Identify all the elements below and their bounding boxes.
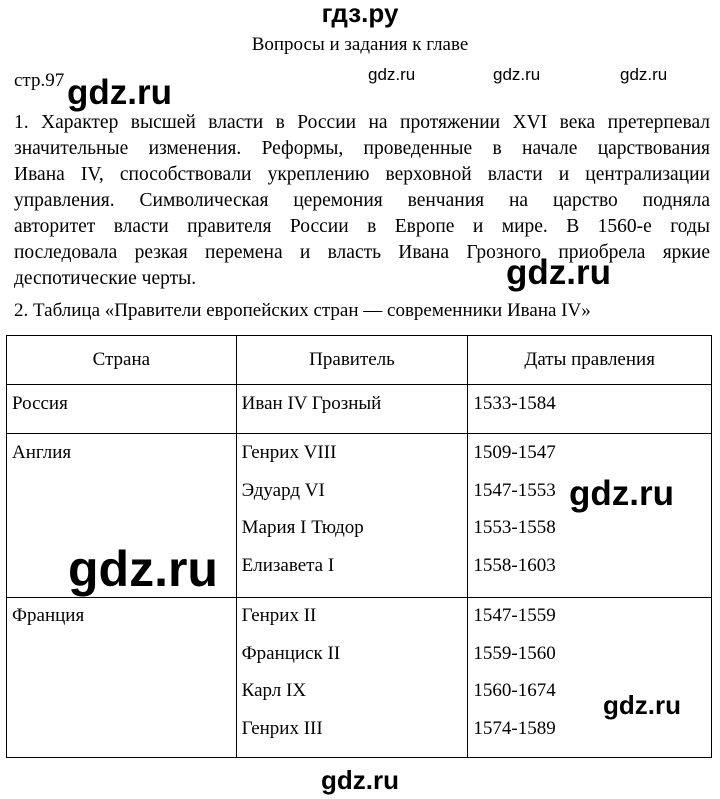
reign-dates: 1547-1553: [473, 479, 556, 501]
answer-1-line: 1. Характер высшей власти в России на протяжении XVI века претерпевал: [14, 112, 710, 133]
answer-1-line: авторитет власти правителя России в Европе и мире. В 1560-е годы: [14, 216, 710, 237]
ruler-name: Генрих III: [241, 717, 323, 739]
ruler-name: Франциск II: [241, 642, 341, 664]
ruler-cell: [236, 434, 468, 598]
site-header: гдз.ру: [321, 0, 399, 28]
country-name: Россия: [12, 393, 68, 414]
ruler-cell: [236, 385, 468, 434]
ruler-name: Генрих II: [241, 605, 317, 626]
answer-1-line: последовала резкая перемена и власть Ивана Грозного приобрела яркие: [14, 242, 710, 263]
answer-1-line: Ивана IV, способствовали укреплению верховной власти и централизации: [14, 164, 710, 185]
column-header-dates: Даты правления: [468, 336, 712, 385]
reign-dates: 1558-1603: [473, 554, 556, 576]
reign-dates: 1553-1558: [473, 517, 556, 538]
watermark-large: gdz.ru: [68, 541, 218, 597]
reign-dates: 1560-1674: [473, 680, 556, 701]
ruler-name: Иван IV Грозный: [241, 393, 382, 414]
country-cell: [7, 598, 237, 758]
dates-cell: [468, 598, 712, 758]
answer-1-line: деспотические черты.: [14, 268, 197, 289]
country-cell: [7, 385, 237, 434]
reign-dates: 1509-1547: [473, 442, 556, 463]
watermark-small: gdz.ru: [603, 690, 681, 720]
page-reference: стр.97: [14, 70, 65, 91]
dates-cell: [468, 434, 712, 598]
watermark-small: gdz.ru: [368, 65, 416, 84]
section-title: Вопросы и задания к главе: [251, 34, 469, 55]
reign-dates: 1574-1589: [473, 717, 556, 739]
reign-dates: 1559-1560: [473, 642, 556, 664]
watermark-small: gdz.ru: [620, 65, 668, 84]
column-header-ruler: Правитель: [236, 336, 468, 385]
column-header-country: Страна: [7, 336, 237, 385]
country-name: Франция: [12, 605, 85, 626]
watermark-medium: gdz.ru: [569, 474, 674, 513]
watermark-small: gdz.ru: [493, 65, 541, 84]
ruler-name: Мария I Тюдор: [241, 517, 364, 538]
table-row-russia: [7, 385, 712, 434]
answer-1-line: значительные изменения. Реформы, проведенные в начале царствования: [14, 138, 710, 159]
reign-dates: 1547-1559: [473, 605, 556, 626]
dates-cell: [468, 385, 712, 434]
answer-1-line: управления. Символическая церемония венчания на царство подняла: [14, 190, 710, 211]
watermark-medium: gdz.ru: [506, 253, 611, 292]
ruler-name: Генрих VIII: [241, 442, 337, 463]
ruler-name: Карл IX: [241, 680, 307, 701]
reign-dates: 1533-1584: [473, 393, 556, 414]
ruler-cell: [236, 598, 468, 758]
table-row-france: [7, 598, 712, 758]
ruler-name: Елизавета I: [241, 554, 335, 576]
watermark-medium: gdz.ru: [67, 73, 172, 112]
table-header-row: [7, 336, 712, 385]
table-caption: 2. Таблица «Правители европейских стран — современники Ивана IV»: [14, 300, 591, 321]
answer-1-text: [14, 110, 710, 292]
ruler-name: Эдуард VI: [241, 479, 325, 501]
watermark-footer: gdz.ru: [321, 765, 399, 795]
country-name: Англия: [12, 442, 72, 463]
